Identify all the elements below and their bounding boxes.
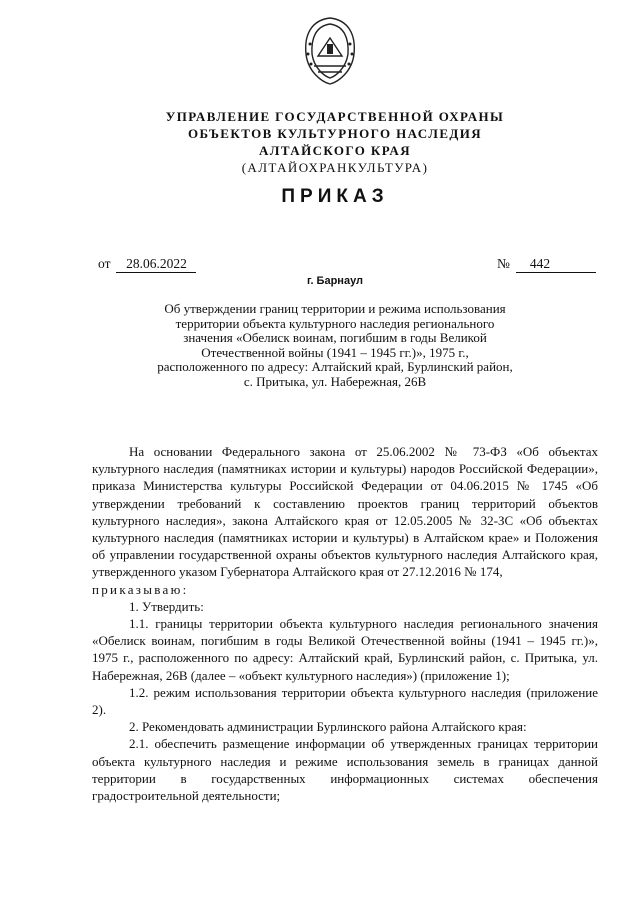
document-date	[98, 256, 196, 273]
order-item: 1.1. границы территории объекта культурного наследия регионального значения «Обелиск воинам, погибшим в годы Великой Отечественной войны (1941 – 1945 гг.)», 1975 г., расположенного по адресу: Алтайский край, Бурлинский район, с. Притыка, ул. Набережная, 26В (далее – «объект культурного наследия») (приложение 1);	[92, 616, 598, 683]
document-city: г. Барнаул	[306, 275, 364, 287]
org-line: УПРАВЛЕНИЕ ГОСУДАРСТВЕННОЙ ОХРАНЫ	[165, 109, 505, 124]
subject-line: расположенного по адресу: Алтайский край, Бурлинский район,	[157, 359, 513, 374]
document-subject	[118, 302, 552, 389]
date-prefix: от	[98, 256, 111, 271]
preamble-paragraph: На основании Федерального закона от 25.06.2002 № 73-ФЗ «Об объектах культурного наследия (памятниках истории и культуры) народов Российской Федерации», приказа Министерства культуры Российской Федерации от 04.06.2015 № 1745 «Об утверждении требований к составлению проектов границ территорий объектов культурного наследия», закона Алтайского края от 12.05.2005 № 32-ЗС «Об объектах культурного наследия (памятниках истории и культуры) в Алтайском крае» и Положения об управлении государственной охраны объектов культурного наследия Алтайского края, утвержденного указом Губернатора Алтайского края от 27.12.2016 № 174,	[92, 444, 598, 580]
date-value: 28.06.2022	[116, 256, 196, 273]
org-line: АЛТАЙСКОГО КРАЯ	[259, 143, 411, 158]
order-item: 2. Рекомендовать администрации Бурлинского района Алтайского края:	[129, 719, 527, 735]
org-short-name: (АЛТАЙОХРАНКУЛЬТУРА)	[241, 160, 429, 175]
subject-line: Об утверждении границ территории и режима использования	[164, 301, 506, 316]
subject-line: с. Притыка, ул. Набережная, 26В	[243, 373, 427, 389]
number-prefix: №	[497, 256, 510, 271]
document-title: ПРИКАЗ	[281, 186, 389, 207]
subject-line: значения «Обелиск воинам, погибшим в годы Великой	[183, 330, 487, 345]
coat-of-arms-icon	[300, 14, 360, 86]
order-word: приказываю:	[92, 581, 189, 597]
document-body	[92, 443, 598, 804]
order-item: 1.2. режим использования территории объекта культурного наследия (приложение 2).	[92, 684, 598, 718]
subject-line: территории объекта культурного наследия регионального	[175, 315, 495, 331]
subject-line: Отечественной войны (1941 – 1945 гг.)», 1975 г.,	[201, 344, 469, 360]
order-item: 1. Утвердить:	[129, 598, 204, 614]
org-line: ОБЪЕКТОВ КУЛЬТУРНОГО НАСЛЕДИЯ	[187, 126, 483, 141]
order-item: 2.1. обеспечить размещение информации об утвержденных границах территории объекта культурного наследия и режиме использования земель в границах данной территории в государственных информационных системах обеспечения градостроительной деятельности;	[92, 736, 598, 804]
number-value: 442	[516, 256, 596, 273]
document-number	[497, 256, 596, 273]
organization-name	[150, 108, 520, 176]
